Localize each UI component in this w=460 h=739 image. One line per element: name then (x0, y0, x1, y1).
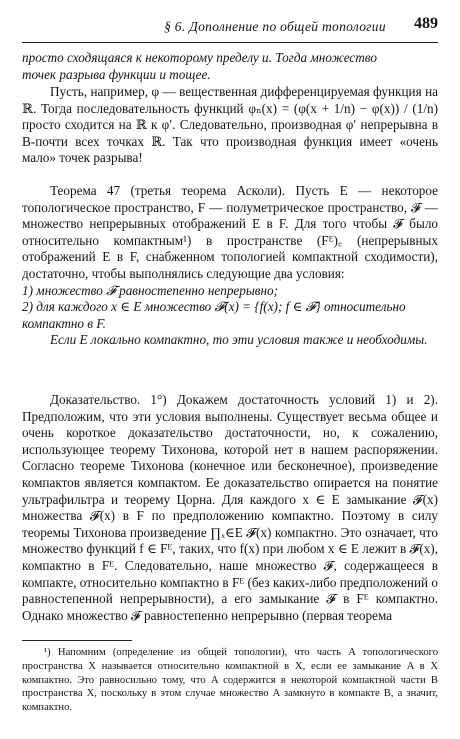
running-header: § 6. Дополнение по общей топологии (164, 19, 386, 34)
theorem-note: Если E локально компактно, то эти условия также и необходимы. (50, 332, 428, 348)
theorem-condition-2: 2) для каждого x ∈ E множество 𝓕(x) = {f(x); f ∈ 𝓕} относительно компактно в F. (22, 299, 406, 331)
footnote-rule (22, 640, 132, 641)
paragraph-continuation (22, 50, 438, 83)
text-line: просто сходящаяся к некоторому пределу и. Тогда множество (22, 50, 377, 65)
theorem-block (22, 183, 438, 349)
proof-text: Доказательство. 1°) Докажем достаточность условий 1) и 2). Предположим, что эти условия выполнены. Существует весьма общее и очень короткое доказательство достаточности, но, к сожалению, использующее теорему Тихонова, которой нет в нашем распоряжении. Согласно теореме Тихонова (конечное или бесконечное), произведение компактов является компактом. Ее доказательство опирается на понятие ультрафильтра и теорему Цорна. Для каждого x ∈ E замыкание 𝓕(x) множества 𝓕(x) в F по предположению компактно. Поэтому в силу теоремы Тихонова произведение ∏ₓ∈E 𝓕(x) компактно. Это означает, что множество функций f ∈ Fᴱ, таких, что f(x) при любом x ∈ E лежит в 𝓕(x), компактно в Fᴱ. Следовательно, наше множество 𝓕, содержащееся в компакте, относительно компактно в Fᴱ (без каких-либо предположений о равностепенной непрерывности), а его замыкание 𝓕 в Fᴱ компактно. Однако множество 𝓕 равностепенно непрерывно (первая теорема (22, 392, 438, 623)
footnote (22, 646, 438, 715)
header-rule (22, 42, 438, 43)
footnote-text: ¹) Напомним (определение из общей топологии), что часть A топологического пространства X называется относительно компактной в X, если ее замыкание A в X компактно. Это равносильно тому, что A содержится в некоторой компактной части B пространства X, поскольку в этом случае множество A замкнуто в компакте B, а значит, компактно. (22, 647, 438, 714)
theorem-text: Теорема 47 (третья теорема Асколи). Пусть E — некоторое топологическое пространство, F — полуметрическое пространство, 𝓕 — множество непрерывных отображений E в F. Для того чтобы 𝓕 было относительно компактным¹) в пространстве (Fᴱ)꜀ (непрерывных отображений E в F, снабженном топологией компактной сходимости), достаточно, чтобы выполнялись следующие два условия: (22, 183, 438, 281)
paragraph-example (22, 84, 438, 167)
page-number: 489 (414, 15, 438, 32)
theorem-condition-1: 1) множество 𝓕 равностепенно непрерывно; (22, 282, 279, 298)
text-line: точек разрыва функции и тощее. (22, 66, 211, 82)
paragraph-text: Пусть, например, φ — вещественная дифференцируемая функция на ℝ. Тогда последовательность функций φₙ(x) = (φ(x + 1/n) − φ(x)) / (1/n) просто сходится на ℝ к φ′. Следовательно, производная φ′ непрерывна в B-почти всех точках ℝ. Так что производная функция имеет «очень мало» точек разрыва! (22, 84, 438, 166)
proof-block (22, 392, 438, 624)
